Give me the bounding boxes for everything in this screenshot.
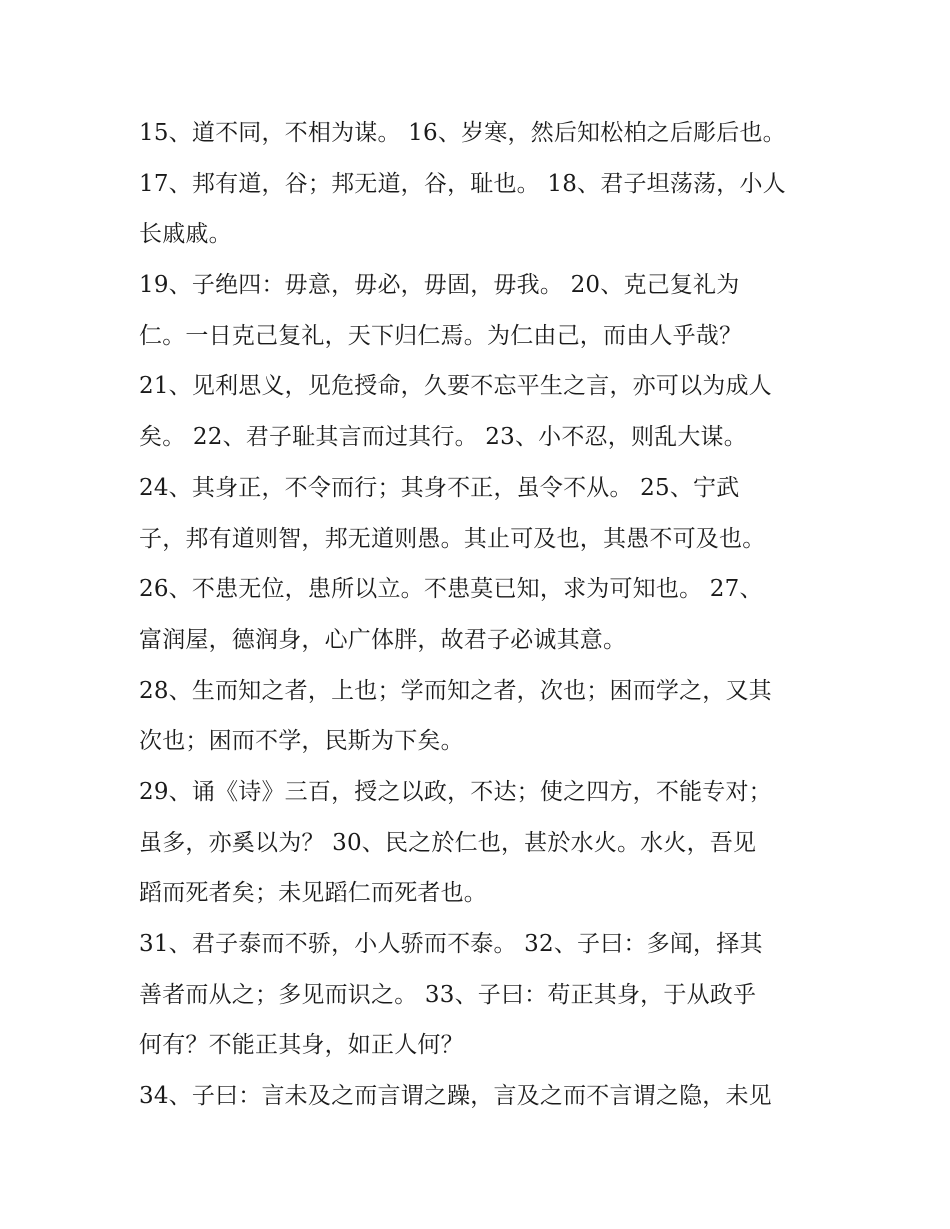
text-line: 何有？不能正其身，如正人何？ [139,1032,464,1059]
text-line: 虽多，亦奚以为？ 30、民之於仁也，甚於水火。水火，吾见 [139,829,757,856]
text-line: 15、道不同，不相为谋。 16、岁寒，然后知松柏之后彫后也。 [139,120,786,146]
text-line: 矣。 22、君子耻其言而过其行。 23、小不忍，则乱大谋。 [139,424,747,451]
text-line: 26、不患无位，患所以立。不患莫已知，求为可知也。 27、 [139,576,763,603]
text-line: 28、生而知之者，上也；学而知之者，次也；困而学之，又其 [139,677,772,704]
text-line: 子，邦有道则智，邦无道则愚。其止可及也，其愚不可及也。 [139,525,766,552]
text-line: 34、子曰：言未及之而言谓之躁，言及之而不言谓之隐，未见 [139,1083,772,1110]
text-line: 富润屋，德润身，心广体胖，故君子必诚其意。 [139,626,627,653]
text-line: 17、邦有道，谷；邦无道，谷，耻也。 18、君子坦荡荡，小人 [139,170,786,197]
document-body [139,108,819,1122]
text-line: 24、其身正，不令而行；其身不正，虽令不从。 25、宁武 [139,474,740,501]
text-line: 29、诵《诗》三百，授之以政，不达；使之四方，不能专对； [139,778,772,805]
text-line: 善者而从之；多见而识之。 33、子曰：苟正其身，于从政乎 [139,981,757,1008]
text-line: 19、子绝四：毋意，毋必，毋固，毋我。 20、克己复礼为 [139,272,740,299]
text-line: 仁。一日克己复礼，天下归仁焉。为仁由己，而由人乎哉？ [139,322,743,349]
text-line: 蹈而死者矣；未见蹈仁而死者也。 [139,880,487,907]
text-line: 21、见利思义，见危授命，久要不忘平生之言，亦可以为成人 [139,373,772,400]
text-line: 次也；困而不学，民斯为下矣。 [139,728,464,755]
text-line: 31、君子泰而不骄，小人骄而不泰。 32、子曰：多闻，择其 [139,931,763,957]
text-line: 长戚戚。 [139,221,232,248]
